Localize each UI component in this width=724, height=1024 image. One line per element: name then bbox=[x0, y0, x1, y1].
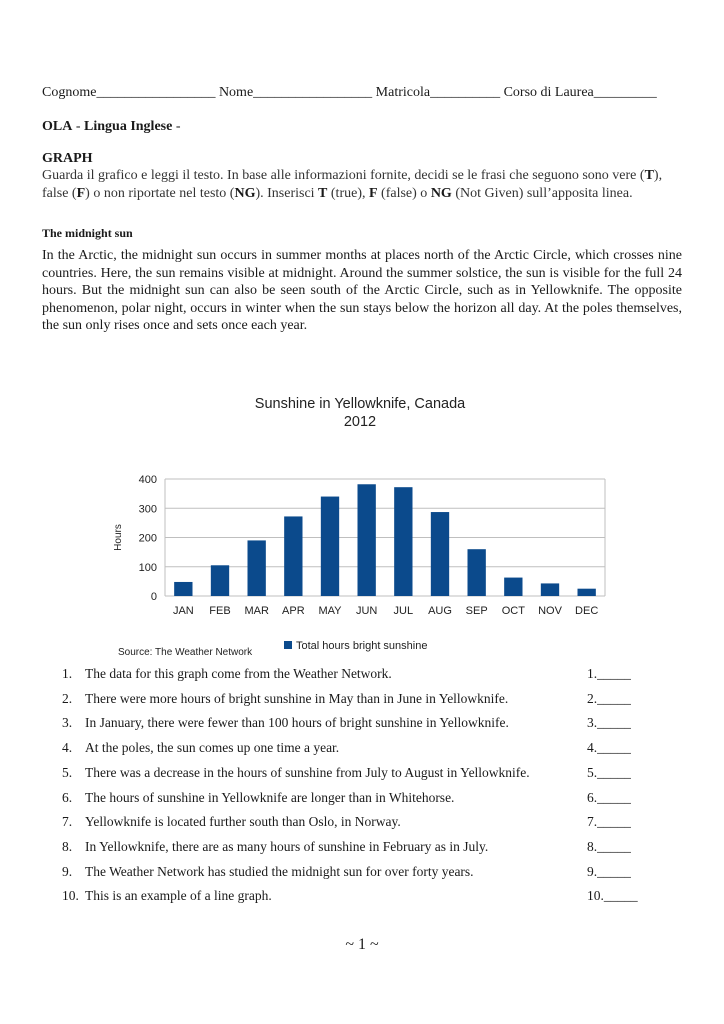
bar-oct bbox=[504, 578, 522, 596]
x-tick-label: JAN bbox=[172, 605, 194, 617]
y-axis-label: Hours bbox=[113, 524, 124, 551]
question-item bbox=[62, 814, 662, 834]
instr-part: (true), bbox=[327, 185, 369, 201]
question-item bbox=[62, 691, 662, 711]
bar-mar bbox=[248, 540, 266, 596]
instr-bold: T bbox=[644, 168, 654, 183]
question-item bbox=[62, 790, 662, 810]
question-item bbox=[62, 666, 662, 686]
instructions bbox=[42, 167, 684, 202]
bar-feb bbox=[211, 565, 229, 596]
question-number: 5. bbox=[62, 764, 73, 780]
y-tick-label: 400 bbox=[138, 474, 157, 486]
question-item bbox=[62, 740, 662, 760]
instr-part: Guarda il grafico e leggi il testo. In base alle informazioni fornite, decidi se le frasi che seguono sono vere ( bbox=[42, 168, 645, 183]
instr-bold: F bbox=[368, 185, 378, 201]
x-tick-label: AUG bbox=[428, 605, 452, 617]
question-text: There was a decrease in the hours of sunshine from July to August in Yellowknife. bbox=[85, 764, 530, 780]
bar-jan bbox=[174, 582, 192, 596]
bar-sep bbox=[468, 549, 486, 596]
answer-line[interactable]: 8._____ bbox=[587, 838, 631, 854]
answer-line[interactable]: 7._____ bbox=[587, 814, 631, 830]
bar-dec bbox=[578, 589, 596, 596]
bar-jun bbox=[358, 484, 376, 596]
student-info-line: Cognome_________________ Nome_________________ Matricola__________ Corso di Laurea_________ bbox=[42, 85, 657, 100]
chart-title: Sunshine in Yellowknife, Canada bbox=[254, 396, 466, 412]
answer-line[interactable]: 6._____ bbox=[587, 789, 631, 805]
x-tick-label: JUN bbox=[355, 605, 378, 617]
bar-may bbox=[321, 497, 339, 596]
bar-chart bbox=[100, 465, 620, 625]
instr-part: ), false ( bbox=[42, 168, 663, 201]
question-number: 10. bbox=[62, 888, 79, 904]
y-tick-label: 100 bbox=[138, 561, 157, 574]
question-item bbox=[62, 864, 662, 884]
chart-subtitle: 2012 bbox=[343, 414, 377, 430]
answer-line[interactable]: 5._____ bbox=[587, 764, 631, 780]
course-title bbox=[42, 119, 181, 135]
answer-line[interactable]: 9._____ bbox=[587, 863, 631, 879]
x-tick-label: NOV bbox=[538, 605, 562, 617]
question-text: At the poles, the sun comes up one time a year. bbox=[85, 740, 340, 756]
instr-bold: F bbox=[76, 185, 86, 201]
x-tick-label: APR bbox=[282, 605, 305, 617]
question-text: Yellowknife is located further south than Oslo, in Norway. bbox=[85, 814, 401, 830]
y-tick-label: 200 bbox=[138, 532, 157, 545]
instr-part: ). Inserisci bbox=[255, 185, 319, 201]
x-tick-label: OCT bbox=[501, 605, 525, 617]
y-tick-label: 0 bbox=[150, 591, 157, 603]
answer-line[interactable]: 10._____ bbox=[587, 888, 638, 904]
bar-nov bbox=[541, 583, 559, 596]
course-name: Lingua Inglese bbox=[84, 119, 173, 134]
x-tick-label: JUL bbox=[393, 605, 414, 617]
instr-part: (false) o bbox=[377, 185, 431, 201]
question-number: 1. bbox=[62, 666, 73, 681]
instr-bold: NG bbox=[430, 185, 452, 201]
question-number: 6. bbox=[62, 789, 73, 805]
question-text: In January, there were fewer than 100 hours of bright sunshine in Yellowknife. bbox=[85, 715, 509, 731]
question-item bbox=[62, 888, 662, 908]
chart-source: Source: The Weather Network bbox=[118, 647, 253, 658]
section-heading: GRAPH bbox=[42, 151, 93, 166]
question-number: 2. bbox=[62, 690, 73, 706]
page-number: ~ 1 ~ bbox=[345, 936, 379, 953]
answer-line[interactable]: 4._____ bbox=[587, 740, 631, 756]
chart-title-block bbox=[200, 395, 520, 431]
legend-label: Total hours bright sunshine bbox=[296, 640, 428, 652]
instr-part: ) o non riportate nel testo ( bbox=[85, 185, 235, 201]
x-tick-label: MAR bbox=[244, 605, 269, 617]
bar-apr bbox=[284, 516, 302, 596]
chart-legend bbox=[284, 640, 427, 652]
question-text: The Weather Network has studied the midnight sun for over forty years. bbox=[85, 863, 474, 879]
instr-part: (Not Given) sull’apposita linea. bbox=[451, 185, 633, 201]
question-item bbox=[62, 765, 662, 785]
legend-swatch bbox=[284, 641, 292, 649]
question-number: 9. bbox=[62, 863, 73, 879]
answer-line[interactable]: 1._____ bbox=[587, 666, 631, 681]
course-prefix: OLA bbox=[42, 119, 73, 134]
y-tick-label: 300 bbox=[138, 503, 157, 516]
question-item bbox=[62, 839, 662, 859]
question-text: There were more hours of bright sunshine in May than in June in Yellowknife. bbox=[85, 690, 509, 706]
course-sep-1: - bbox=[72, 119, 85, 134]
instr-bold: T bbox=[318, 185, 328, 201]
bar-aug bbox=[431, 512, 449, 596]
question-number: 3. bbox=[62, 715, 73, 731]
x-tick-label: DEC bbox=[575, 605, 599, 617]
question-text: The data for this graph come from the Weather Network. bbox=[85, 666, 392, 681]
question-text: In Yellowknife, there are as many hours of sunshine in February as in July. bbox=[85, 838, 489, 854]
question-number: 4. bbox=[62, 740, 73, 756]
answer-line[interactable]: 2._____ bbox=[587, 690, 631, 706]
question-text: The hours of sunshine in Yellowknife are longer than in Whitehorse. bbox=[85, 789, 455, 805]
bar-jul bbox=[394, 487, 412, 596]
question-number: 7. bbox=[62, 814, 73, 830]
x-tick-label: FEB bbox=[209, 605, 231, 617]
x-tick-label: MAY bbox=[318, 605, 342, 617]
reading-title: The midnight sun bbox=[42, 226, 133, 240]
question-item bbox=[62, 715, 662, 735]
instr-bold: NG bbox=[234, 185, 256, 201]
x-tick-label: SEP bbox=[465, 605, 488, 617]
question-text: This is an example of a line graph. bbox=[85, 888, 272, 904]
reading-paragraph: In the Arctic, the midnight sun occurs in summer months at places north of the Arctic Circle, which crosses nine countries. Here, the sun remains visible at midnight. Around the summer solstice, the sun is visible for the full 24 hours. But the midnight sun can also be seen south of the Arctic Circle, such as in Yellowknife. The opposite phenomenon, polar night, occurs in winter when the sun stays below the horizon all day. At the poles themselves, the sun only rises once and sets once each year. bbox=[42, 248, 682, 333]
question-number: 8. bbox=[62, 838, 73, 854]
answer-line[interactable]: 3._____ bbox=[587, 715, 631, 731]
course-sep-2: - bbox=[172, 119, 181, 134]
